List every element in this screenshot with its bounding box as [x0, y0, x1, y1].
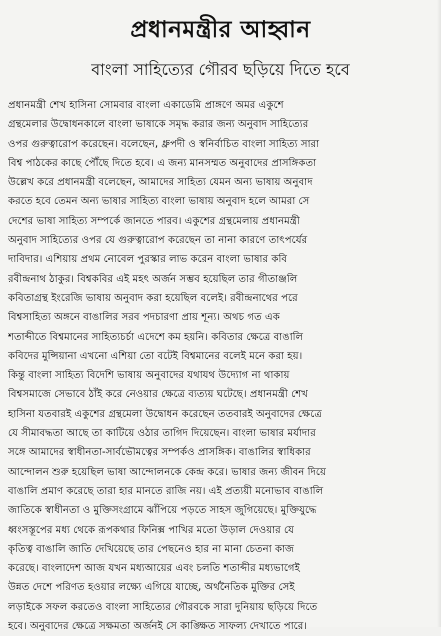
article-line: লড়াইকে সফল করতেও বাংলা সাহিত্যের গৌরবকে সারা দুনিয়ায় ছড়িয়ে দিতে	[8, 601, 318, 613]
article-body	[8, 96, 434, 636]
article-line: কিন্তু বাংলা সাহিত্য বিদেশি ভাষায় অনুবাদের যথাযথ উদ্যোগ না থাকায়	[8, 370, 290, 382]
article-line: গ্রন্থমেলার উদ্বোধনকালে বাংলা ভাষাকে সমৃদ্ধ করার জন্য অনুবাদ সাহিত্যের	[8, 119, 309, 131]
article-line: যে সীমাবদ্ধতা আছে তা কাটিয়ে ওঠার তাগিদ দিয়েছেন। বাংলা ভাষার মর্যাদার	[8, 428, 316, 440]
article-line: উন্নত দেশে পরিণত হওয়ার লক্ষ্যে এগিয়ে যাচ্ছে, অর্থনৈতিক মুক্তির সেই	[8, 582, 295, 594]
article-line: কবিতাগ্রন্থ ইংরেজি ভাষায় অনুবাদ করা হয়েছিল বলেই। রবীন্দ্রনাথের পরে	[8, 292, 298, 304]
article-line: উল্লেখ করে প্রধানমন্ত্রী বলেছেন, আমাদের সাহিত্য যেমন অন্য ভাষায় অনুবাদ	[8, 177, 313, 189]
article-line: সঙ্গে আমাদের স্বাধীনতা-সার্বভৌমত্বের সম্পর্কও প্রাসঙ্গিক। বাঙালির স্বাধিকার	[8, 447, 311, 459]
article-line: করেছে। বাংলাদেশ আজ যখন মধ্যআয়ের এবং চলতি শতাব্দীর মধ্যভাগেই	[8, 563, 300, 575]
article-line: দাবিদার। এশিয়ায় প্রথম নোবেল পুরস্কার লাভ করেন বাংলা ভাষার কবি	[8, 254, 288, 266]
page-edge	[437, 0, 441, 627]
article-line: হাসিনা যতবারই একুশের গ্রন্থমেলা উদ্বোধন করেছেন ততবারই অনুবাদের ক্ষেত্রে	[8, 408, 322, 420]
article-line: করতে হবে তেমন অন্য ভাষার সাহিত্য বাংলা ভাষায় অনুবাদ হলে আমরা সে	[8, 196, 310, 208]
article-line: অনুবাদ সাহিত্যের ওপর যে গুরুত্বারোপ করেছেন তা নানা কারণে তাৎপর্যের	[8, 235, 308, 247]
article-line: কৃতিত্ব বাঙালি জাতি দেখিয়েছে তার পেছনেও হার না মানা চেতনা কাজ	[8, 543, 295, 555]
article-line: আন্দোলন শুরু হয়েছিল ভাষা আন্দোলনকে কেন্দ্র করে। ভাষার জন্য জীবন দিয়ে	[8, 466, 326, 478]
article-line: কবিদের মুন্সিয়ানা এখনো এশিয়া তো বটেই বিশ্বমানের বলেই মনে করা হয়।	[8, 350, 303, 362]
article-line: বিশ্ব পাঠকের কাছে পৌঁছে দিতে হবে। এ জন্য মানসম্মত অনুবাদের প্রাসঙ্গিকতা	[8, 157, 317, 169]
article-line: শতাব্দীতে বিশ্বমানের সাহিত্যচর্চা এদেশে কম হয়নি। কবিতার ক্ষেত্রে বাঙালি	[8, 331, 304, 343]
subheadline: বাংলা সাহিত্যের গৌরব ছড়িয়ে দিতে হবে	[91, 60, 350, 79]
article-line: জাতিকে স্বাধীনতা ও মুক্তিসংগ্রামে ঝাঁপিয়ে পড়তে সাহস জুগিয়েছে। মুক্তিযুদ্ধে	[8, 505, 317, 517]
article-line: বিশ্বসমাজে সেভাবে ঠাঁই করে নেওয়ার ক্ষেত্রে ব্যত্যয় ঘটেছে। প্রধানমন্ত্রী শেখ	[8, 389, 308, 401]
article-line: দেশের ভাষা সাহিত্য সম্পর্কে জানতে পারব। একুশের গ্রন্থমেলায় প্রধানমন্ত্রী	[8, 215, 300, 227]
article-line: ওপর গুরুত্বারোপ করেছেন। বলেছেন, ধ্রুপদী ও স্বনির্বাচিত বাংলা সাহিত্য সারা	[8, 138, 320, 150]
article-line: বিশ্বসাহিত্য অঙ্গনে বাঙালির সরব পদচারণা প্রায় শূন্য। অথচ গত এক	[8, 312, 280, 324]
article-line: হবে। অনুবাদের ক্ষেত্রে সক্ষমতা অর্জনই সে কাঙ্ক্ষিত সাফল্য দেখাতে পারে।	[8, 621, 307, 633]
article-line: প্রধানমন্ত্রী শেখ হাসিনা সোমবার বাংলা একাডেমি প্রাঙ্গণে অমর একুশে	[8, 100, 284, 111]
article-line: ধ্বংসস্তূপের মধ্য থেকে রূপকথার ফিনিক্স পাখির মতো উড়াল দেওয়ার যে	[8, 524, 295, 536]
article-line: রবীন্দ্রনাথ ঠাকুর। বিশ্বকবির এই মহৎ অর্জন সম্ভব হয়েছিল তার গীতাঞ্জলি	[8, 273, 298, 285]
headline: প্রধানমন্ত্রীর আহ্বান	[130, 17, 311, 43]
article-line: বাঙালি প্রমাণ করেছে তারা হার মানতে রাজি নয়। এই প্রত্যয়ী মনোভাব বাঙালি	[8, 485, 324, 497]
